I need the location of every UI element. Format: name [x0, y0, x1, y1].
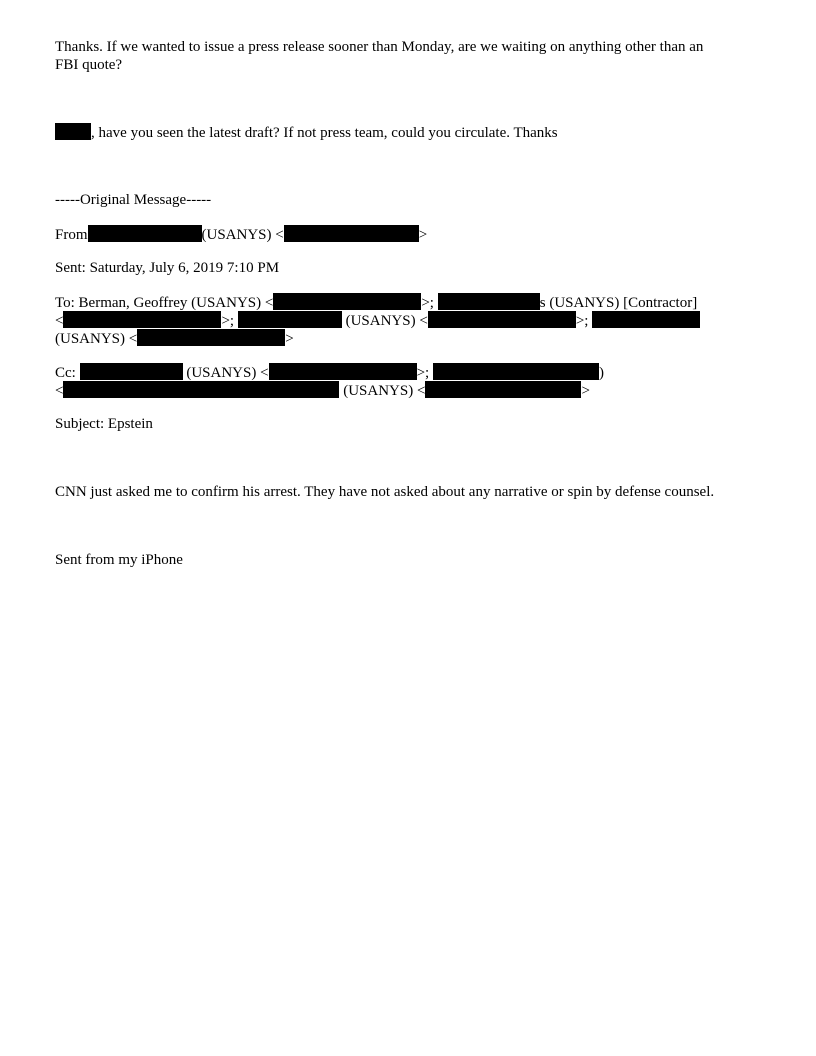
cc-org-1: (USANYS) < — [182, 365, 269, 381]
to-org-3: (USANYS) < — [55, 331, 138, 347]
reply-line-3 — [55, 123, 558, 142]
redaction-box — [269, 363, 417, 380]
redaction-box — [428, 311, 576, 328]
to-line-3 — [55, 329, 294, 348]
cc-org-2: (USANYS) < — [339, 383, 426, 399]
from-line — [55, 225, 427, 244]
to-separator: >; — [221, 313, 238, 329]
cc-line-2 — [55, 381, 590, 400]
reply-line-1: Thanks. If we wanted to issue a press release sooner than Monday, are we waiting on anything other than an — [55, 39, 704, 55]
redaction-box — [425, 381, 581, 398]
to-label: To: Berman, Geoffrey (USANYS) < — [55, 295, 274, 311]
from-org: (USANYS) < — [201, 227, 284, 243]
from-label: From — [55, 227, 88, 243]
sent-line: Sent: Saturday, July 6, 2019 7:10 PM — [55, 260, 280, 276]
from-close: > — [418, 227, 428, 243]
cc-open-bracket: < — [55, 383, 64, 399]
subject-line: Subject: Epstein — [55, 416, 153, 432]
cc-paren: ) — [598, 365, 604, 381]
to-line-1 — [55, 293, 697, 312]
cc-label: Cc: — [55, 365, 80, 381]
to-open-bracket: < — [55, 313, 64, 329]
signature-line: Sent from my iPhone — [55, 552, 183, 568]
redaction-box — [284, 225, 419, 242]
to-org-2: (USANYS) < — [341, 313, 428, 329]
redaction-box — [63, 381, 339, 398]
to-contractor: s (USANYS) [Contractor] — [539, 295, 698, 311]
redaction-box — [137, 329, 285, 346]
to-line-2 — [55, 311, 700, 330]
redaction-box — [433, 363, 599, 380]
redaction-box — [63, 311, 221, 328]
to-separator: >; — [421, 295, 438, 311]
redaction-box — [55, 123, 91, 140]
reply-line-3-text: , have you seen the latest draft? If not press team, could you circulate. Thanks — [91, 125, 558, 141]
message-body: CNN just asked me to confirm his arrest. They have not asked about any narrative or spin by defense counsel. — [55, 484, 715, 500]
redaction-box — [80, 363, 183, 380]
redaction-box — [88, 225, 202, 242]
original-message-separator: -----Original Message----- — [55, 192, 212, 208]
cc-line-1 — [55, 363, 604, 382]
redaction-box — [592, 311, 700, 328]
cc-separator: >; — [416, 365, 433, 381]
redaction-box — [238, 311, 342, 328]
cc-close: > — [581, 383, 590, 399]
to-close: > — [285, 331, 294, 347]
redaction-box — [438, 293, 540, 310]
to-separator: >; — [575, 313, 593, 329]
reply-line-2: FBI quote? — [55, 57, 123, 73]
redaction-box — [273, 293, 421, 310]
